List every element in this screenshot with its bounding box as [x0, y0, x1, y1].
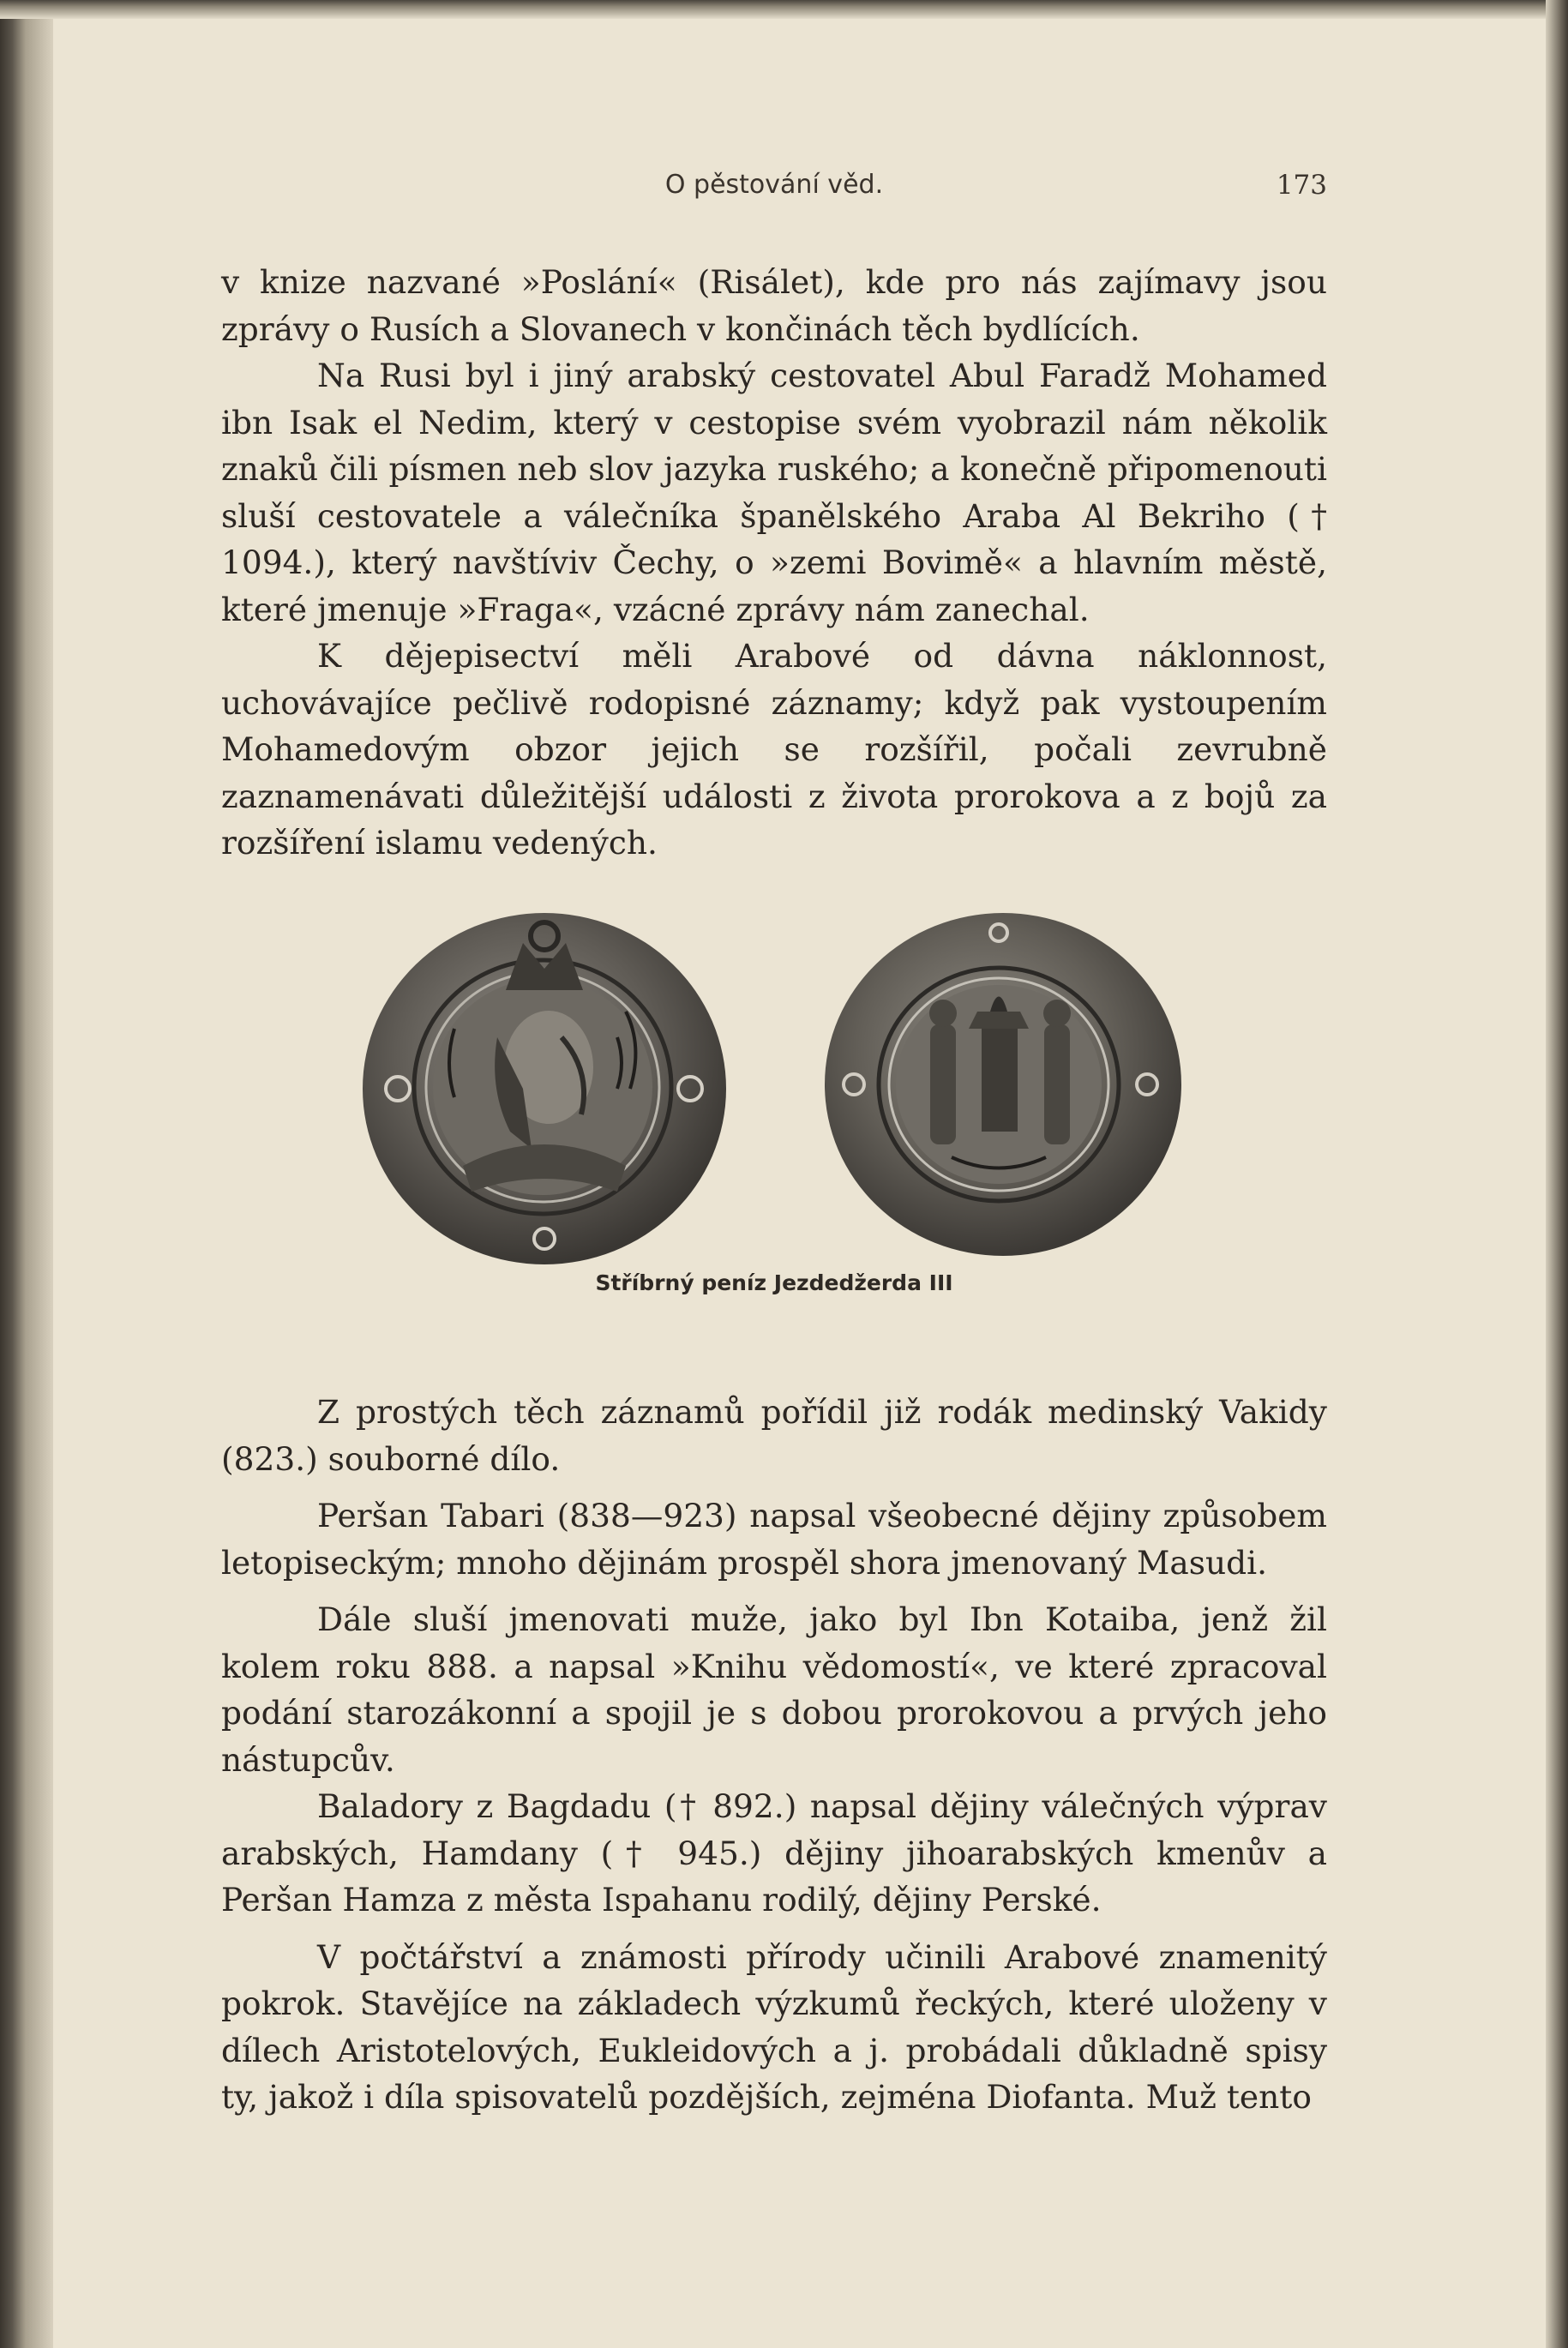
coin-reverse-image — [823, 909, 1183, 1269]
paragraph: V počtářství a známosti přírody učinili Arabové znamenitý pokrok. Stavějíce na základech výzkumů řeckých, které uloženy v dílech Aristotelových, Eukleidových a j. probádali důkladně spisy ty, jakož i díla spisovatelů pozdějších, zejména Diofanta. Muž tento — [221, 1937, 1327, 2116]
paragraph: Dále sluší jmenovati muže, jako byl Ibn Kotaiba, jenž žil kolem roku 888. a napsal »Knihu vědomostí«, ve které zpracoval podání starozákonní a spojil je s dobou prorokovou a prvých jeho nástupcův. — [221, 1600, 1327, 1779]
book-binding-edge — [0, 0, 53, 2348]
coin-illustration — [360, 892, 1183, 1303]
body-text-top — [221, 259, 1327, 867]
paragraph: K dějepisectví měli Arabové od dávna náklonnost, uchovávajíce pečlivě rodopisné záznamy; když pak vystoupením Mohamedovým obzor jejich se rozšířil, počali zevrubně zaznamenávati důležitější události z života prorokova a z bojů za rozšíření islamu vedených. — [221, 637, 1327, 862]
page-number: 173 — [1276, 170, 1327, 201]
paragraph: Z prostých těch záznamů pořídil již rodák medinský Vakidy (823.) souborné dílo. — [221, 1393, 1327, 1478]
running-title: O pěstování věd. — [664, 170, 884, 200]
paragraph: v knize nazvané »Poslání« (Risálet), kde pro nás zajímavy jsou zprávy o Rusích a Slovanech v končinách těch bydlících. — [221, 263, 1327, 348]
paragraph: Peršan Tabari (838—923) napsal všeobecné dějiny způsobem letopiseckým; mnoho dějinám prospěl shora jmenovaný Masudi. — [221, 1497, 1327, 1582]
coin-obverse-image — [360, 909, 729, 1269]
page-right-edge — [1546, 0, 1568, 2348]
body-text-bottom — [221, 1389, 1327, 2121]
page-top-edge — [0, 0, 1568, 19]
running-header — [221, 170, 1327, 213]
paragraph: Baladory z Bagdadu († 892.) napsal dějiny válečných výprav arabských, Hamdany († 945.) dějiny jihoarabských kmenův a Peršan Hamza z města Ispahanu rodilý, dějiny Perské. — [221, 1787, 1327, 1919]
paragraph: Na Rusi byl i jiný arabský cestovatel Abul Faradž Mohamed ibn Isak el Nedim, který v cestopise svém vyobrazil nám několik znaků čili písmen neb slov jazyka ruského; a konečně připomenouti sluší cestovatele a válečníka španělského Araba Al Bekriho († 1094.), který navštíviv Čechy, o »zemi Bovimě« a hlavním městě, které jmenuje »Fraga«, vzácné zprávy nám zanechal. — [221, 357, 1327, 628]
figure-caption: Stříbrný peníz Jezdedžerda III — [595, 1270, 953, 1295]
